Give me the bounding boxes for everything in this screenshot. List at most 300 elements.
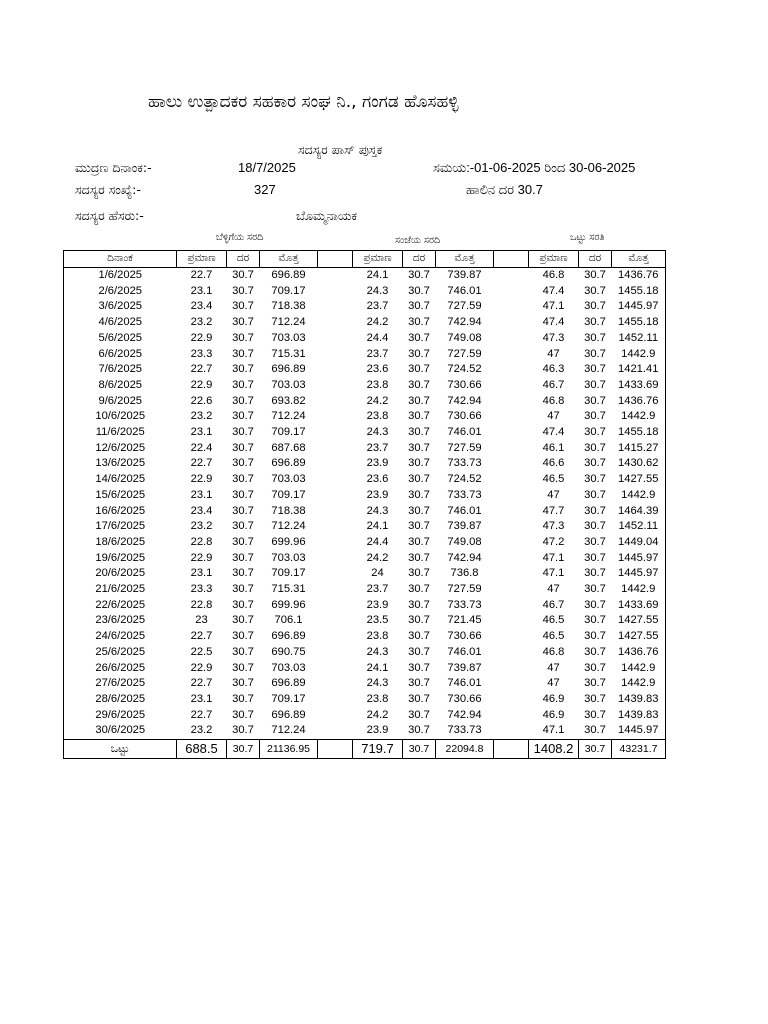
- cell-morning-amount: 712.24: [271, 316, 306, 329]
- cell-date: 14/6/2025: [64, 472, 177, 488]
- cell-evening-qty: 24.2: [366, 551, 389, 564]
- row-gap: [318, 284, 353, 300]
- row-gap: [318, 582, 353, 598]
- table-row: [64, 456, 666, 472]
- header-row: [64, 251, 666, 268]
- row-gap: [494, 645, 529, 661]
- grand-qty-total: 1408.2: [529, 740, 579, 759]
- cell-morning-qty: 22.7: [190, 630, 213, 643]
- total-gap: [318, 740, 353, 759]
- row-gap: [494, 394, 529, 410]
- cell-evening-rate: 30.7: [408, 630, 430, 643]
- cell-evening-qty: 24.4: [366, 331, 389, 344]
- cell-total-amount: 1445.97: [612, 299, 666, 315]
- cell-evening-qty: 24.3: [366, 504, 389, 517]
- cell-date: 16/6/2025: [64, 504, 177, 520]
- cell-total-rate: 30.7: [584, 661, 606, 674]
- row-gap: [494, 723, 529, 739]
- cell-morning-amount: 703.03: [271, 661, 306, 674]
- row-gap: [494, 582, 529, 598]
- cell-evening-rate: 30.7: [408, 692, 430, 705]
- table-row: [64, 488, 666, 504]
- cell-morning-qty: 22.8: [190, 598, 213, 611]
- cell-morning-amount: 715.31: [271, 583, 306, 596]
- row-gap: [318, 692, 353, 708]
- cell-total-rate: 30.7: [584, 677, 606, 690]
- cell-total-amount: 1442.9: [612, 488, 666, 504]
- cell-total-qty: 46.5: [542, 614, 565, 627]
- row-gap: [318, 708, 353, 724]
- cell-total-amount: 1442.9: [612, 347, 666, 363]
- group-total: ಒಟ್ಟು ಸರತಿ: [570, 232, 605, 243]
- cell-evening-qty: 23.7: [366, 347, 389, 360]
- cell-evening-amount: 746.01: [447, 284, 482, 297]
- cell-total-qty: 47: [547, 347, 560, 360]
- cell-evening-rate: 30.7: [408, 441, 430, 454]
- cell-total-rate: 30.7: [584, 645, 606, 658]
- col-evening-amount: ಮೊತ್ತ: [436, 251, 494, 268]
- col-gap: [494, 251, 529, 268]
- cell-evening-amount: 724.52: [447, 473, 482, 486]
- cell-total-amount: 1427.55: [612, 613, 666, 629]
- cell-evening-amount: 746.01: [447, 645, 482, 658]
- row-gap: [318, 268, 353, 284]
- cell-total-rate: 30.7: [584, 363, 606, 376]
- cell-morning-amount: 696.89: [271, 630, 306, 643]
- table-row: [64, 331, 666, 347]
- cell-date: 27/6/2025: [64, 676, 177, 692]
- row-gap: [494, 661, 529, 677]
- cell-morning-qty: 22.5: [190, 645, 213, 658]
- cell-total-rate: 30.7: [584, 441, 606, 454]
- cell-total-qty: 47.1: [542, 300, 565, 313]
- cell-date: 3/6/2025: [64, 299, 177, 315]
- row-gap: [318, 723, 353, 739]
- row-gap: [318, 566, 353, 582]
- cell-total-qty: 47.3: [542, 520, 565, 533]
- row-gap: [494, 299, 529, 315]
- evening-rate-total: 30.7: [403, 740, 436, 759]
- row-gap: [494, 535, 529, 551]
- cell-morning-qty: 22.4: [190, 441, 213, 454]
- cell-morning-rate: 30.7: [232, 284, 254, 297]
- cell-evening-rate: 30.7: [408, 316, 430, 329]
- cell-morning-qty: 23.2: [190, 316, 213, 329]
- table-row: [64, 347, 666, 363]
- cell-total-rate: 30.7: [584, 551, 606, 564]
- col-date: ದಿನಾಂಕ: [64, 251, 177, 268]
- cell-morning-rate: 30.7: [232, 473, 254, 486]
- row-gap: [494, 551, 529, 567]
- cell-morning-rate: 30.7: [232, 316, 254, 329]
- row-gap: [318, 299, 353, 315]
- cell-total-rate: 30.7: [584, 394, 606, 407]
- cell-morning-rate: 30.7: [232, 708, 254, 721]
- cell-morning-rate: 30.7: [232, 630, 254, 643]
- cell-total-amount: 1452.11: [612, 519, 666, 535]
- cell-morning-qty: 22.7: [190, 708, 213, 721]
- cell-date: 1/6/2025: [64, 268, 177, 284]
- cell-evening-rate: 30.7: [408, 645, 430, 658]
- cell-morning-amount: 709.17: [271, 692, 306, 705]
- row-gap: [318, 441, 353, 457]
- cell-morning-amount: 696.89: [271, 363, 306, 376]
- row-gap: [494, 347, 529, 363]
- row-gap: [318, 362, 353, 378]
- cell-morning-qty: 22.7: [190, 363, 213, 376]
- cell-total-amount: 1445.97: [612, 566, 666, 582]
- col-morning-qty: ಪ್ರಮಾಣ: [177, 251, 227, 268]
- cell-evening-rate: 30.7: [408, 473, 430, 486]
- cell-evening-rate: 30.7: [408, 457, 430, 470]
- cell-evening-qty: 23.9: [366, 488, 389, 501]
- cell-date: 17/6/2025: [64, 519, 177, 535]
- cell-total-amount: 1436.76: [612, 268, 666, 284]
- cell-total-amount: 1445.97: [612, 723, 666, 739]
- cell-total-qty: 47: [547, 583, 560, 596]
- cell-evening-amount: 739.87: [447, 520, 482, 533]
- col-evening-qty: ಪ್ರಮಾಣ: [353, 251, 403, 268]
- row-gap: [494, 409, 529, 425]
- cell-total-qty: 47.1: [542, 724, 565, 737]
- cell-evening-rate: 30.7: [408, 394, 430, 407]
- col-total-rate: ದರ: [579, 251, 612, 268]
- pass-book-table: [63, 250, 666, 759]
- cell-morning-amount: 712.24: [271, 520, 306, 533]
- cell-date: 7/6/2025: [64, 362, 177, 378]
- cell-morning-qty: 23.1: [190, 567, 213, 580]
- cell-evening-qty: 24.2: [366, 394, 389, 407]
- cell-total-rate: 30.7: [584, 583, 606, 596]
- cell-date: 21/6/2025: [64, 582, 177, 598]
- cell-morning-qty: 23.1: [190, 426, 213, 439]
- table-row: [64, 378, 666, 394]
- cell-evening-qty: 24.1: [366, 520, 389, 533]
- cell-morning-amount: 718.38: [271, 300, 306, 313]
- row-gap: [494, 315, 529, 331]
- cell-total-qty: 47.4: [542, 316, 565, 329]
- cell-total-amount: 1452.11: [612, 331, 666, 347]
- cell-morning-amount: 703.03: [271, 551, 306, 564]
- col-evening-rate: ದರ: [403, 251, 436, 268]
- cell-total-rate: 30.7: [584, 598, 606, 611]
- cell-evening-rate: 30.7: [408, 488, 430, 501]
- table-row: [64, 472, 666, 488]
- cell-total-rate: 30.7: [584, 520, 606, 533]
- cell-morning-rate: 30.7: [232, 520, 254, 533]
- cell-date: 4/6/2025: [64, 315, 177, 331]
- row-gap: [318, 645, 353, 661]
- cell-total-amount: 1449.04: [612, 535, 666, 551]
- cell-total-qty: 47.1: [542, 567, 565, 580]
- cell-evening-rate: 30.7: [408, 520, 430, 533]
- cell-evening-rate: 30.7: [408, 363, 430, 376]
- evening-amount-total: 22094.8: [436, 740, 494, 759]
- cell-total-amount: 1442.9: [612, 409, 666, 425]
- row-gap: [318, 425, 353, 441]
- group-evening: ಸಂಜೆಯ ಸರದಿ: [395, 235, 441, 246]
- cell-total-qty: 46.6: [542, 457, 565, 470]
- cell-total-amount: 1430.62: [612, 456, 666, 472]
- cell-date: 28/6/2025: [64, 692, 177, 708]
- cell-morning-rate: 30.7: [232, 677, 254, 690]
- cell-evening-rate: 30.7: [408, 331, 430, 344]
- cell-total-qty: 47.1: [542, 551, 565, 564]
- cell-evening-rate: 30.7: [408, 708, 430, 721]
- cell-total-rate: 30.7: [584, 488, 606, 501]
- table-row: [64, 409, 666, 425]
- cell-total-qty: 46.9: [542, 708, 565, 721]
- cell-evening-amount: 742.94: [447, 316, 482, 329]
- cell-date: 8/6/2025: [64, 378, 177, 394]
- cell-total-qty: 47.3: [542, 331, 565, 344]
- cell-evening-rate: 30.7: [408, 504, 430, 517]
- cell-date: 5/6/2025: [64, 331, 177, 347]
- cell-morning-amount: 699.96: [271, 535, 306, 548]
- cell-morning-rate: 30.7: [232, 347, 254, 360]
- table-row: [64, 692, 666, 708]
- cell-total-qty: 47.4: [542, 284, 565, 297]
- cell-total-amount: 1436.76: [612, 394, 666, 410]
- cell-morning-rate: 30.7: [232, 378, 254, 391]
- cell-evening-amount: 727.59: [447, 300, 482, 313]
- member-no: 327: [254, 182, 276, 197]
- cell-morning-rate: 30.7: [232, 567, 254, 580]
- row-gap: [494, 488, 529, 504]
- cell-morning-qty: 23.3: [190, 347, 213, 360]
- cell-evening-amount: 724.52: [447, 363, 482, 376]
- cell-total-rate: 30.7: [584, 724, 606, 737]
- cell-date: 11/6/2025: [64, 425, 177, 441]
- cell-total-qty: 47.7: [542, 504, 565, 517]
- row-gap: [318, 504, 353, 520]
- cell-total-qty: 46.5: [542, 630, 565, 643]
- row-gap: [494, 598, 529, 614]
- table-row: [64, 284, 666, 300]
- cell-total-amount: 1442.9: [612, 661, 666, 677]
- cell-morning-amount: 696.89: [271, 269, 306, 281]
- cell-morning-qty: 23.4: [190, 300, 213, 313]
- cell-morning-rate: 30.7: [232, 363, 254, 376]
- cell-total-amount: 1455.18: [612, 425, 666, 441]
- cell-date: 29/6/2025: [64, 708, 177, 724]
- cell-total-amount: 1442.9: [612, 582, 666, 598]
- period: ಸಮಯ:-01-06-2025 ರಿಂದ 30-06-2025: [433, 160, 636, 175]
- cell-morning-amount: 699.96: [271, 598, 306, 611]
- cell-morning-amount: 709.17: [271, 488, 306, 501]
- cell-total-amount: 1433.69: [612, 378, 666, 394]
- row-gap: [494, 504, 529, 520]
- row-gap: [494, 456, 529, 472]
- cell-total-rate: 30.7: [584, 316, 606, 329]
- cell-morning-qty: 23.1: [190, 692, 213, 705]
- cell-morning-rate: 30.7: [232, 645, 254, 658]
- row-gap: [494, 676, 529, 692]
- cell-date: 10/6/2025: [64, 409, 177, 425]
- row-gap: [318, 331, 353, 347]
- cell-morning-rate: 30.7: [232, 614, 254, 627]
- cell-total-rate: 30.7: [584, 535, 606, 548]
- row-gap: [494, 519, 529, 535]
- cell-morning-rate: 30.7: [232, 504, 254, 517]
- table-row: [64, 582, 666, 598]
- cell-morning-rate: 30.7: [232, 300, 254, 313]
- cell-evening-qty: 24.3: [366, 645, 389, 658]
- cell-evening-qty: 24.2: [366, 708, 389, 721]
- cell-evening-qty: 23.5: [366, 614, 389, 627]
- cell-morning-rate: 30.7: [232, 457, 254, 470]
- table-row: [64, 645, 666, 661]
- cell-morning-rate: 30.7: [232, 426, 254, 439]
- row-gap: [318, 519, 353, 535]
- cell-evening-qty: 23.9: [366, 598, 389, 611]
- cell-evening-qty: 23.8: [366, 410, 389, 423]
- evening-qty-total: 719.7: [353, 740, 403, 759]
- cell-evening-rate: 30.7: [408, 535, 430, 548]
- cell-evening-qty: 24.3: [366, 677, 389, 690]
- cell-total-qty: 46.3: [542, 363, 565, 376]
- cell-evening-amount: 727.59: [447, 347, 482, 360]
- cell-morning-rate: 30.7: [232, 269, 254, 281]
- cell-total-amount: 1421.41: [612, 362, 666, 378]
- cell-date: 30/6/2025: [64, 723, 177, 739]
- cell-total-amount: 1427.55: [612, 629, 666, 645]
- cell-morning-qty: 23.2: [190, 410, 213, 423]
- cell-date: 19/6/2025: [64, 551, 177, 567]
- print-date-label: ಮುದ್ರಣ ದಿನಾಂಕ:-: [75, 160, 152, 175]
- cell-morning-qty: 23.1: [190, 488, 213, 501]
- cell-morning-amount: 703.03: [271, 331, 306, 344]
- cell-evening-qty: 23.8: [366, 378, 389, 391]
- cell-total-rate: 30.7: [584, 300, 606, 313]
- cell-evening-qty: 23.6: [366, 363, 389, 376]
- cell-total-qty: 46.8: [542, 645, 565, 658]
- table-row: [64, 441, 666, 457]
- cell-morning-amount: 687.68: [271, 441, 306, 454]
- cell-morning-amount: 696.89: [271, 457, 306, 470]
- cell-morning-amount: 715.31: [271, 347, 306, 360]
- cell-total-rate: 30.7: [584, 410, 606, 423]
- cell-morning-qty: 23.2: [190, 520, 213, 533]
- cell-date: 23/6/2025: [64, 613, 177, 629]
- cell-total-amount: 1442.9: [612, 676, 666, 692]
- total-gap: [494, 740, 529, 759]
- cell-total-rate: 30.7: [584, 473, 606, 486]
- row-gap: [318, 661, 353, 677]
- cell-morning-rate: 30.7: [232, 724, 254, 737]
- cell-evening-amount: 721.45: [447, 614, 482, 627]
- cell-morning-amount: 709.17: [271, 567, 306, 580]
- row-gap: [318, 598, 353, 614]
- cell-total-qty: 46.8: [542, 394, 565, 407]
- table-row: [64, 519, 666, 535]
- table-row: [64, 613, 666, 629]
- cell-evening-amount: 742.94: [447, 394, 482, 407]
- cell-evening-amount: 733.73: [447, 488, 482, 501]
- cell-evening-amount: 727.59: [447, 441, 482, 454]
- table-row: [64, 425, 666, 441]
- cell-total-rate: 30.7: [584, 378, 606, 391]
- cell-total-qty: 47: [547, 410, 560, 423]
- cell-evening-amount: 730.66: [447, 410, 482, 423]
- cell-total-rate: 30.7: [584, 708, 606, 721]
- cell-morning-amount: 712.24: [271, 410, 306, 423]
- cell-evening-amount: 730.66: [447, 378, 482, 391]
- row-gap: [494, 268, 529, 284]
- table-row: [64, 535, 666, 551]
- cell-total-amount: 1427.55: [612, 472, 666, 488]
- row-gap: [494, 284, 529, 300]
- row-gap: [494, 472, 529, 488]
- row-gap: [318, 394, 353, 410]
- table-row: [64, 504, 666, 520]
- cell-evening-amount: 749.08: [447, 535, 482, 548]
- cell-morning-qty: 22.9: [190, 551, 213, 564]
- table-row: [64, 723, 666, 739]
- cell-morning-rate: 30.7: [232, 661, 254, 674]
- col-gap: [318, 251, 353, 268]
- cell-total-amount: 1433.69: [612, 598, 666, 614]
- cell-morning-rate: 30.7: [232, 598, 254, 611]
- cell-date: 15/6/2025: [64, 488, 177, 504]
- cell-evening-amount: 746.01: [447, 426, 482, 439]
- cell-evening-rate: 30.7: [408, 347, 430, 360]
- cell-evening-amount: 730.66: [447, 630, 482, 643]
- cell-evening-amount: 739.87: [447, 269, 482, 281]
- cell-evening-qty: 24: [371, 567, 384, 580]
- cell-total-amount: 1455.18: [612, 315, 666, 331]
- cell-evening-amount: 742.94: [447, 551, 482, 564]
- cell-evening-amount: 742.94: [447, 708, 482, 721]
- member-name: ಬೊಮ್ಮನಾಯಕ: [296, 208, 357, 223]
- cell-evening-amount: 733.73: [447, 598, 482, 611]
- cell-total-amount: 1455.18: [612, 284, 666, 300]
- cell-total-amount: 1445.97: [612, 551, 666, 567]
- row-gap: [494, 566, 529, 582]
- book-title: ಸದಸ್ಯರ ಪಾಸ್ ಪುಸ್ತಕ: [298, 142, 383, 157]
- cell-total-qty: 47.4: [542, 426, 565, 439]
- cell-evening-rate: 30.7: [408, 583, 430, 596]
- cell-total-rate: 30.7: [584, 567, 606, 580]
- cell-evening-amount: 733.73: [447, 724, 482, 737]
- table-row: [64, 268, 666, 284]
- cell-evening-qty: 24.4: [366, 535, 389, 548]
- cell-date: 12/6/2025: [64, 441, 177, 457]
- cell-total-qty: 46.1: [542, 441, 565, 454]
- cell-total-rate: 30.7: [584, 630, 606, 643]
- cell-morning-qty: 22.8: [190, 535, 213, 548]
- row-gap: [318, 378, 353, 394]
- morning-amount-total: 21136.95: [260, 740, 318, 759]
- member-no-label: ಸದಸ್ಯರ ಸಂಖ್ಯೆ:-: [75, 182, 141, 197]
- table-row: [64, 315, 666, 331]
- cell-total-amount: 1415.27: [612, 441, 666, 457]
- row-gap: [494, 378, 529, 394]
- cell-morning-qty: 22.7: [190, 677, 213, 690]
- row-gap: [494, 613, 529, 629]
- cell-morning-rate: 30.7: [232, 331, 254, 344]
- cell-total-amount: 1439.83: [612, 692, 666, 708]
- cell-morning-rate: 30.7: [232, 394, 254, 407]
- row-gap: [494, 629, 529, 645]
- grand-amount-total: 43231.7: [612, 740, 666, 759]
- cell-date: 9/6/2025: [64, 394, 177, 410]
- cell-evening-qty: 24.1: [366, 269, 389, 281]
- table-row: [64, 629, 666, 645]
- col-morning-rate: ದರ: [227, 251, 260, 268]
- cell-date: 20/6/2025: [64, 566, 177, 582]
- cell-morning-rate: 30.7: [232, 410, 254, 423]
